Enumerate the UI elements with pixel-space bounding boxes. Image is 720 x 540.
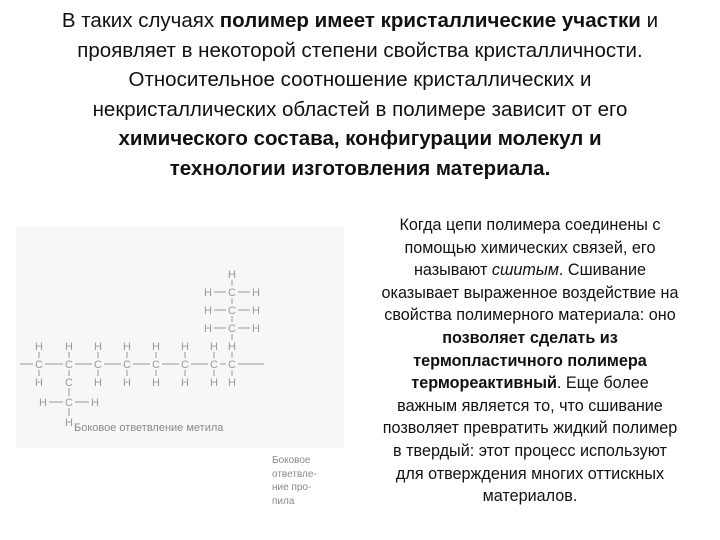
hydrogen-atom: H [210,377,218,389]
hydrogen-atom: H [65,417,73,429]
hydrogen-atom: H [152,377,160,389]
hydrogen-atom: H [210,341,218,353]
hydrogen-atom: H [228,377,236,389]
carbon-atom: C [228,359,236,371]
hydrogen-atom: H [39,397,47,409]
hydrogen-atom: H [35,377,43,389]
intro-line-6: технологии изготовления материала. [169,156,551,180]
hydrogen-atom: H [204,323,212,335]
hydrogen-atom: H [252,305,260,317]
hydrogen-atom: H [91,397,99,409]
hydrogen-atom: H [204,287,212,299]
hydrogen-atom: H [35,341,43,353]
crosslink-paragraph: Когда цепи полимера соединены с помощью химических связей, его называют сшитым. Сшивание оказывает выраженное воздействие на свойства полимерного материала: оно позволяет сделать из термопластичного полимера термореактивный. Еще более важным является то, что сшивание позволяет превратить жидкий полимер в твердый: этот процесс используют для отверждения многих оттискных материалов. [381,216,679,506]
carbon-atom: C [65,397,73,409]
methyl-branch-caption: Боковое ответвление метила [74,422,224,434]
hydrogen-atom: H [94,377,102,389]
molecule-diagram [16,226,344,448]
carbon-atom: C [228,305,236,317]
hydrogen-atom: H [252,323,260,335]
hydrogen-atom: H [228,341,236,353]
hydrogen-atom: H [181,341,189,353]
hydrogen-atom: H [94,341,102,353]
hydrogen-atom: H [152,341,160,353]
intro-line-5: химического состава, конфигурации молекул и [118,127,602,150]
carbon-atom: C [65,377,73,389]
intro-line-1: В таких случаях полимер имеет кристаллические участки и [61,9,659,32]
intro-line-3: Относительное соотношение кристаллических и [128,68,592,91]
hydrogen-atom: H [123,377,131,389]
hydrogen-atom: H [123,341,131,353]
carbon-atom: C [181,359,189,371]
intro-paragraph [0,6,720,183]
intro-line-4: некристаллических областей в полимере зависит от его [92,97,628,121]
term-crosslinked: сшитым [491,261,559,280]
side-branch-caption: Боковое ответвле- ние про- пила [272,455,317,507]
carbon-atom: C [35,359,43,371]
intro-line-2: проявляет в некоторой степени свойства кристалличности. [77,38,643,62]
carbon-atom: C [210,359,218,371]
emphasis-crystalline: полимер имеет кристаллические участки [219,9,641,32]
carbon-atom: C [228,287,236,299]
carbon-atom: C [228,323,236,335]
carbon-atom: C [94,359,102,371]
hydrogen-atom: H [252,287,260,299]
polymer-structure-figure [16,226,344,507]
hydrogen-atom: H [181,377,189,389]
carbon-atom: C [123,359,131,371]
carbon-atom: C [152,359,160,371]
hydrogen-atom: H [204,305,212,317]
carbon-atom: C [65,359,73,371]
hydrogen-atom: H [65,341,73,353]
hydrogen-atom: H [228,269,236,281]
